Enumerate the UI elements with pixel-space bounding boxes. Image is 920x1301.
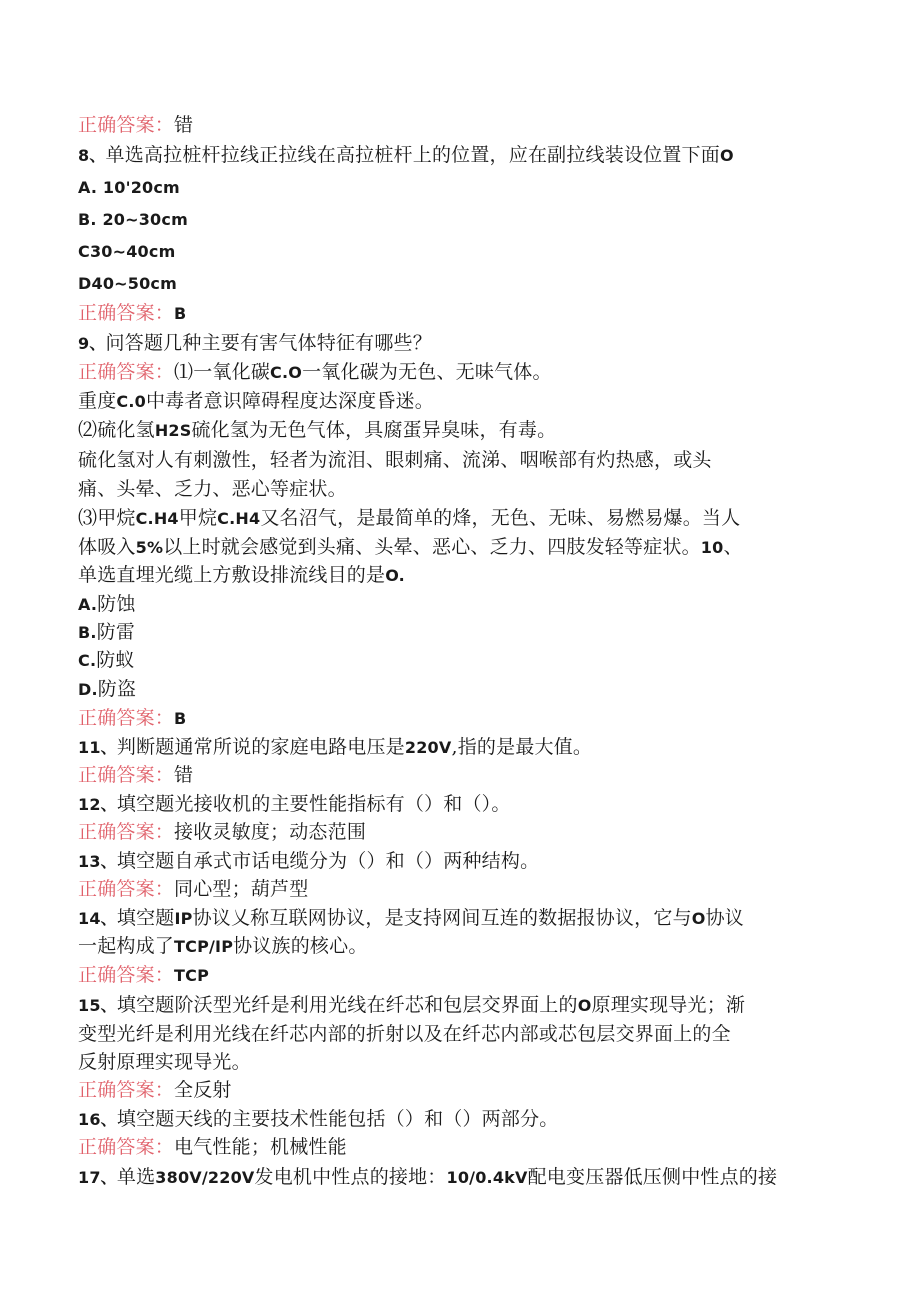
answer-line [78, 820, 366, 844]
answer-value: ⑴一氧化碳C.O一氧化碳为无色、无味气体。 [174, 361, 552, 383]
body-text: A.防蚀 [78, 593, 136, 615]
answer-value: 接收灵敏度；动态范围 [174, 821, 367, 843]
body-text-line [78, 389, 434, 414]
body-text-line [78, 592, 136, 617]
body-text: 单选直埋光缆上方敷设排流线目的是O. [78, 564, 405, 586]
question-text: 填空题天线的主要技术性能包括（）和（）两部分。 [116, 1108, 559, 1130]
body-text: 重度C.0中毒者意识障碍程度达深度昏迷。 [78, 390, 434, 412]
option-line [78, 271, 177, 296]
question-line [78, 1107, 558, 1132]
option-line [78, 239, 175, 264]
answer-value: TCP [174, 966, 209, 985]
body-text-line [78, 418, 556, 443]
question-line [78, 849, 539, 874]
answer-line [78, 301, 186, 326]
answer-label: 正确答案： [78, 302, 175, 324]
option-text: D40~50cm [78, 274, 177, 293]
option-line [78, 175, 180, 200]
body-text-line [78, 448, 712, 472]
question-number: 16、 [78, 1110, 117, 1129]
answer-value: 全反射 [174, 1079, 232, 1101]
answer-label: 正确答案： [78, 114, 175, 136]
question-line [78, 1165, 777, 1190]
body-text-line [78, 677, 136, 702]
question-text: 填空题自承式市话电缆分为（）和（）两种结构。 [116, 850, 540, 872]
body-text: ⑵硫化氢H2S硫化氢为无色气体，具腐蛋异臭味，有毒。 [78, 419, 557, 441]
answer-label: 正确答案： [78, 878, 175, 900]
body-text-line [78, 934, 368, 959]
answer-line [78, 113, 193, 137]
body-text: 痛、头晕、乏力、恶心等症状。 [78, 478, 347, 500]
question-number: 14、 [78, 909, 117, 928]
body-text: 体吸入5%以上时就会感觉到头痛、头晕、恶心、乏力、四肢发轻等症状。10、 [78, 536, 743, 558]
body-text: 反射原理实现导光。 [78, 1051, 251, 1073]
question-line [78, 792, 511, 817]
question-number: 9、 [78, 334, 106, 353]
question-text: 问答题几种主要有害气体特征有哪些？ [105, 332, 432, 354]
body-text: 硫化氢对人有刺激性，轻者为流泪、眼刺痛、流涕、咽喉部有灼热感，或头 [78, 449, 712, 471]
question-line [78, 331, 432, 356]
option-text: B. 20~30cm [78, 210, 188, 229]
question-line [78, 906, 744, 931]
answer-label: 正确答案： [78, 1136, 175, 1158]
body-text-line [78, 535, 743, 560]
body-text: 一起构成了TCP/IP协议族的核心。 [78, 935, 368, 957]
answer-line [78, 1078, 232, 1102]
answer-label: 正确答案： [78, 764, 175, 786]
option-text: C30~40cm [78, 242, 176, 261]
answer-value: 同心型；葫芦型 [174, 878, 309, 900]
answer-value: 错 [174, 764, 194, 786]
body-text-line [78, 506, 740, 531]
answer-label: 正确答案： [78, 964, 175, 986]
question-text: 填空题IP协议乂称互联网协议，是支持网间互连的数据报协议，它与O协议 [116, 907, 744, 929]
question-line [78, 993, 745, 1018]
body-text-line [78, 620, 135, 645]
question-number: 13、 [78, 852, 117, 871]
question-number: 15、 [78, 996, 117, 1015]
question-line [78, 143, 734, 168]
option-text: A. 10'20cm [78, 178, 180, 197]
question-text: 判断题通常所说的家庭电路电压是220V,指的是最大值。 [116, 736, 593, 758]
question-text: 单选380V/220V发电机中性点的接地：10/0.4kV配电变压器低压侧中性点的接 [116, 1166, 778, 1188]
answer-label: 正确答案： [78, 361, 175, 383]
answer-line [78, 877, 308, 901]
question-text: 填空题阶沃型光纤是利用光线在纤芯和包层交界面上的O原理实现导光；渐 [116, 994, 746, 1016]
body-text: 变型光纤是利用光线在纤芯内部的折射以及在纤芯内部或芯包层交界面上的全 [78, 1023, 731, 1045]
body-text: C.防蚁 [78, 649, 135, 671]
answer-label: 正确答案： [78, 821, 175, 843]
body-text-line [78, 1050, 251, 1074]
question-line [78, 735, 592, 760]
question-text: 填空题光接收机的主要性能指标有（）和（）。 [116, 793, 511, 815]
answer-value: 错 [174, 114, 194, 136]
question-number: 8、 [78, 146, 106, 165]
option-line [78, 207, 188, 232]
answer-value: B [174, 709, 187, 728]
answer-line [78, 706, 186, 731]
answer-line [78, 763, 193, 787]
answer-line [78, 1135, 347, 1159]
body-text: B.防雷 [78, 621, 136, 643]
body-text-line [78, 1022, 731, 1046]
answer-value: 电气性能；机械性能 [174, 1136, 347, 1158]
answer-label: 正确答案： [78, 707, 175, 729]
answer-label: 正确答案： [78, 1079, 175, 1101]
question-number: 17、 [78, 1168, 117, 1187]
body-text: ⑶甲烷C.H4甲烷C.H4又名沼气，是最简单的烽，无色、无味、易燃易爆。当人 [78, 507, 741, 529]
answer-line [78, 360, 552, 385]
body-text-line [78, 563, 405, 588]
body-text-line [78, 477, 347, 501]
question-number: 12、 [78, 795, 117, 814]
body-text-line [78, 648, 135, 673]
body-text: D.防盗 [78, 678, 137, 700]
answer-value: B [174, 304, 187, 323]
answer-line [78, 963, 209, 988]
question-text: 单选高拉桩杆拉线正拉线在高拉桩杆上的位置，应在副拉线装设位置下面O [105, 144, 734, 166]
question-number: 11、 [78, 738, 117, 757]
